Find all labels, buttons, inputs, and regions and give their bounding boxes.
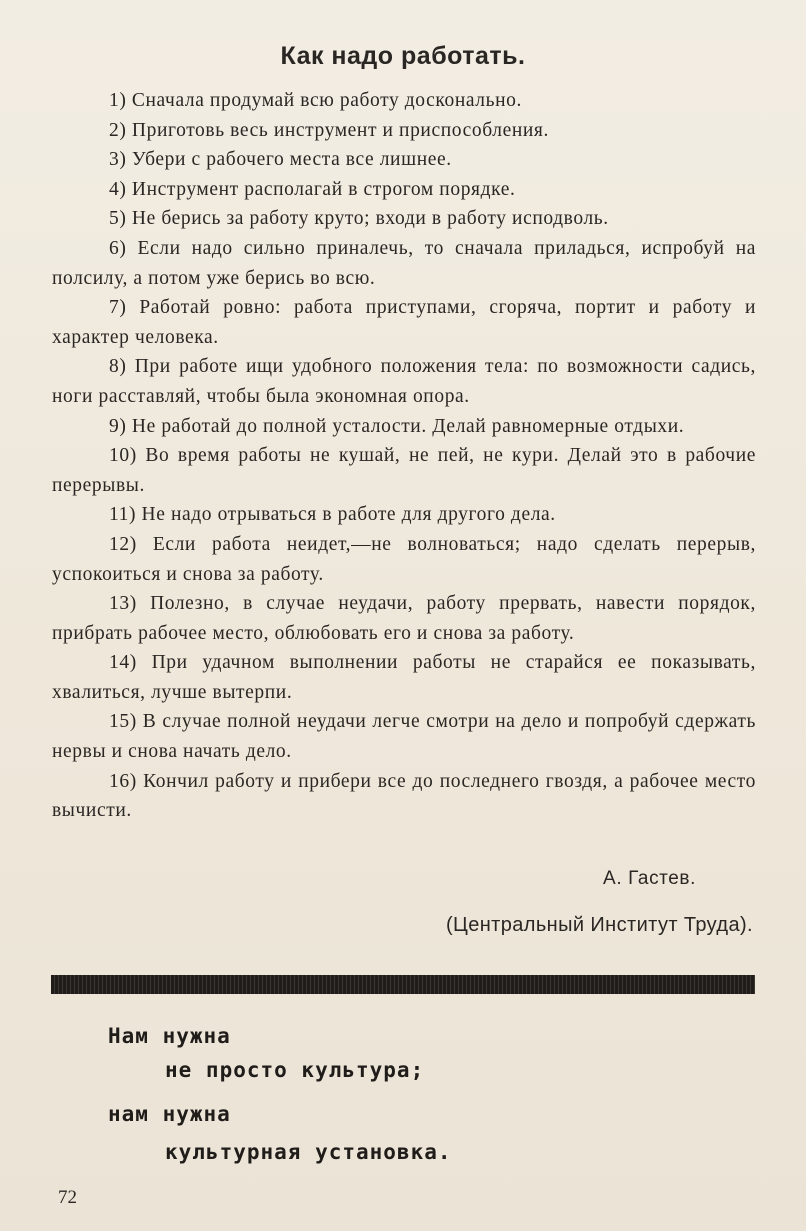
- author-signature: А. Гастев.: [603, 868, 696, 889]
- rule-item: 14) При удачном выполнении работы не старайся ее показывать, хвалиться, лучше вытерпи.: [52, 652, 756, 703]
- rule-item: 9) Не работай до полной усталости. Делай равномерные отдыхи.: [109, 415, 685, 437]
- rule-item: 8) При работе ищи удобного положения тела: по возможности садись, ноги расставляй, чтобы была экономная опора.: [52, 356, 756, 407]
- slogan-line: Нам нужна: [108, 1024, 231, 1048]
- rule-item: 1) Сначала продумай всю работу досконально.: [109, 90, 522, 111]
- rule-item: 7) Работай ровно: работа приступами, сгоряча, портит и работу и характер человека.: [52, 297, 756, 348]
- slogan-line: культурная установка.: [165, 1140, 452, 1164]
- rule-item: 5) Не берись за работу круто; входи в работу исподволь.: [109, 208, 609, 230]
- rule-item: 3) Убери с рабочего места все лишнее.: [109, 149, 452, 171]
- rule-item: 15) В случае полной неудачи легче смотри на дело и попробуй сдержать нервы и снова начать дело.: [52, 711, 756, 763]
- slogan-line: не просто культура;: [165, 1058, 425, 1082]
- rule-item: 12) Если работа неидет,—не волноваться; надо сделать перерыв, успокоиться и снова за работу.: [52, 533, 756, 585]
- rule-item: 13) Полезно, в случае неудачи, работу прервать, навести порядок, прибрать рабочее место, облюбовать его и снова за работу.: [52, 593, 756, 644]
- rule-item: 4) Инструмент располагай в строгом порядке.: [109, 178, 516, 200]
- rule-item: 6) Если надо сильно приналечь, то сначала приладься, испробуй на полсилу, а потом уже берись во всю.: [52, 237, 756, 289]
- page-title: Как надо работать.: [280, 42, 526, 70]
- institute-attribution: (Центральный Институт Труда).: [445, 914, 753, 936]
- rule-item: 2) Приготовь весь инструмент и приспособления.: [109, 119, 549, 141]
- rules-list: [52, 86, 756, 826]
- section-divider: [51, 975, 755, 994]
- rule-item: 16) Кончил работу и прибери все до последнего гвоздя, а рабочее место вычисти.: [52, 770, 756, 822]
- page-number: 72: [58, 1187, 77, 1208]
- rule-item: 10) Во время работы не кушай, не пей, не кури. Делай это в рабочие перерывы.: [52, 445, 756, 496]
- slogan-line: нам нужна: [108, 1102, 231, 1126]
- rule-item: 11) Не надо отрываться в работе для другого дела.: [109, 504, 556, 526]
